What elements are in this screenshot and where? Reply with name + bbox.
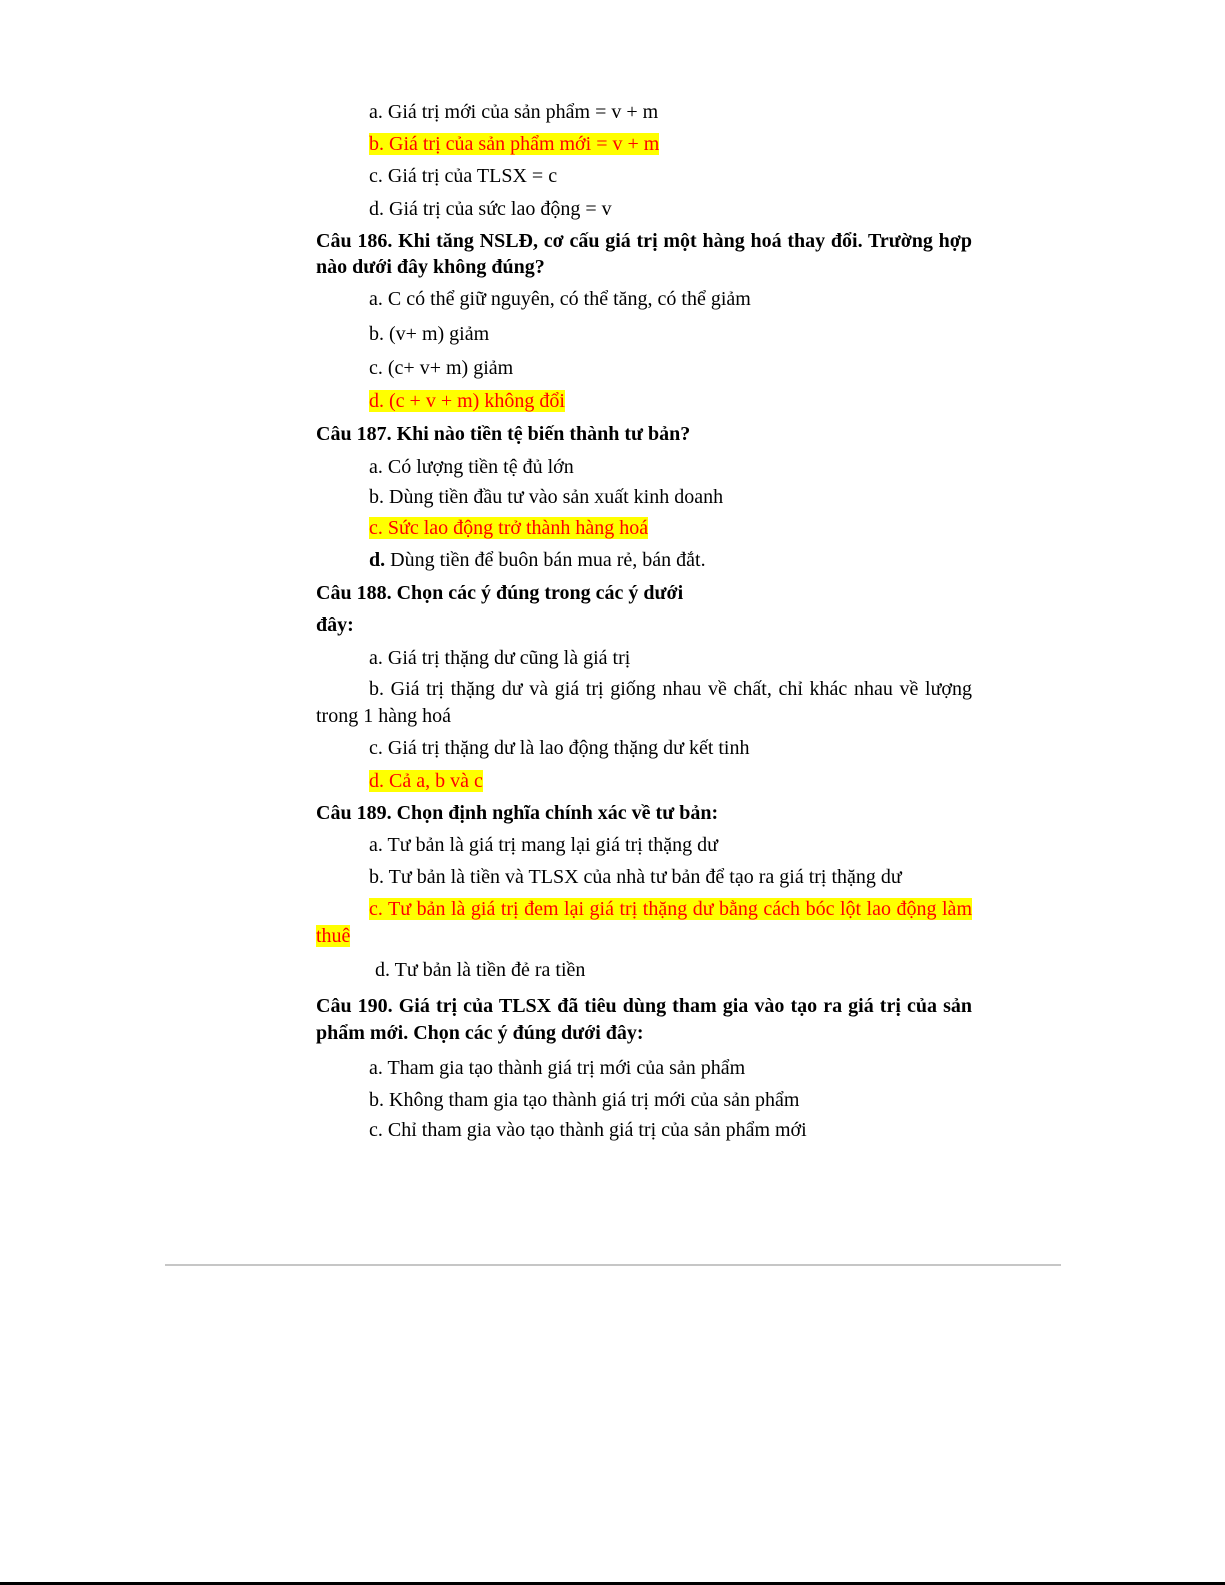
q187-option-c-answer xyxy=(369,515,648,541)
q187-option-b: b. Dùng tiền đầu tư vào sản xuất kinh doanh xyxy=(369,486,724,508)
q190-option-c: c. Chỉ tham gia vào tạo thành giá trị của sản phẩm mới xyxy=(369,1119,807,1141)
answer-highlight: c. Tư bản là giá trị đem lại giá trị thặng dư bằng cách bóc lột lao động làm thuê xyxy=(316,898,972,947)
q186-option-a: a. C có thể giữ nguyên, có thể tăng, có thể giảm xyxy=(369,288,751,310)
q185-option-d: d. Giá trị của sức lao động = v xyxy=(369,198,612,220)
q188-option-d-answer xyxy=(369,768,483,794)
q186-option-c: c. (c+ v+ m) giảm xyxy=(369,357,514,379)
q189-option-d: d. Tư bản là tiền đẻ ra tiền xyxy=(375,959,586,981)
q189-option-c-answer xyxy=(316,896,972,950)
q189-question: Câu 189. Chọn định nghĩa chính xác về tư bản: xyxy=(316,802,719,824)
q188-question-line2: đây: xyxy=(316,614,354,636)
q189-option-b: b. Tư bản là tiền và TLSX của nhà tư bản để tạo ra giá trị thặng dư xyxy=(369,866,902,888)
answer-highlight: b. Giá trị của sản phẩm mới = v + m xyxy=(369,133,660,155)
answer-highlight: d. (c + v + m) không đổi xyxy=(369,390,565,412)
option-letter: d. xyxy=(369,549,386,571)
q190-option-a: a. Tham gia tạo thành giá trị mới của sản phẩm xyxy=(369,1057,746,1079)
q188-question-line1: Câu 188. Chọn các ý đúng trong các ý dưới xyxy=(316,582,684,604)
answer-highlight: c. Sức lao động trở thành hàng hoá xyxy=(369,517,649,539)
option-text: Dùng tiền để buôn bán mua rẻ, bán đắt. xyxy=(385,549,706,571)
q186-option-b: b. (v+ m) giảm xyxy=(369,323,490,345)
q189-option-a: a. Tư bản là giá trị mang lại giá trị thặng dư xyxy=(369,834,718,856)
q187-option-d xyxy=(369,547,706,573)
q187-question: Câu 187. Khi nào tiền tệ biến thành tư bản? xyxy=(316,423,691,445)
q185-option-a: a. Giá trị mới của sản phẩm = v + m xyxy=(369,101,659,123)
page-divider xyxy=(165,1264,1061,1266)
q190-option-b: b. Không tham gia tạo thành giá trị mới của sản phẩm xyxy=(369,1089,800,1111)
q185-option-b-answer xyxy=(369,131,659,157)
q185-option-c: c. Giá trị của TLSX = c xyxy=(369,165,558,187)
q190-question: Câu 190. Giá trị của TLSX đã tiêu dùng tham gia vào tạo ra giá trị của sản phẩm mới. Chọn các ý đúng dưới đây: xyxy=(316,995,972,1044)
answer-highlight: d. Cả a, b và c xyxy=(369,770,483,792)
q188-option-c: c. Giá trị thặng dư là lao động thặng dư kết tinh xyxy=(369,737,750,759)
q186-question: Câu 186. Khi tăng NSLĐ, cơ cấu giá trị một hàng hoá thay đổi. Trường hợp nào dưới đây không đúng? xyxy=(316,230,972,278)
q188-option-b: b. Giá trị thặng dư và giá trị giống nhau về chất, chỉ khác nhau về lượng trong 1 hàng hoá xyxy=(316,678,972,727)
q186-option-d-answer xyxy=(369,388,565,414)
q188-option-a: a. Giá trị thặng dư cũng là giá trị xyxy=(369,647,631,669)
q187-option-a: a. Có lượng tiền tệ đủ lớn xyxy=(369,456,574,478)
